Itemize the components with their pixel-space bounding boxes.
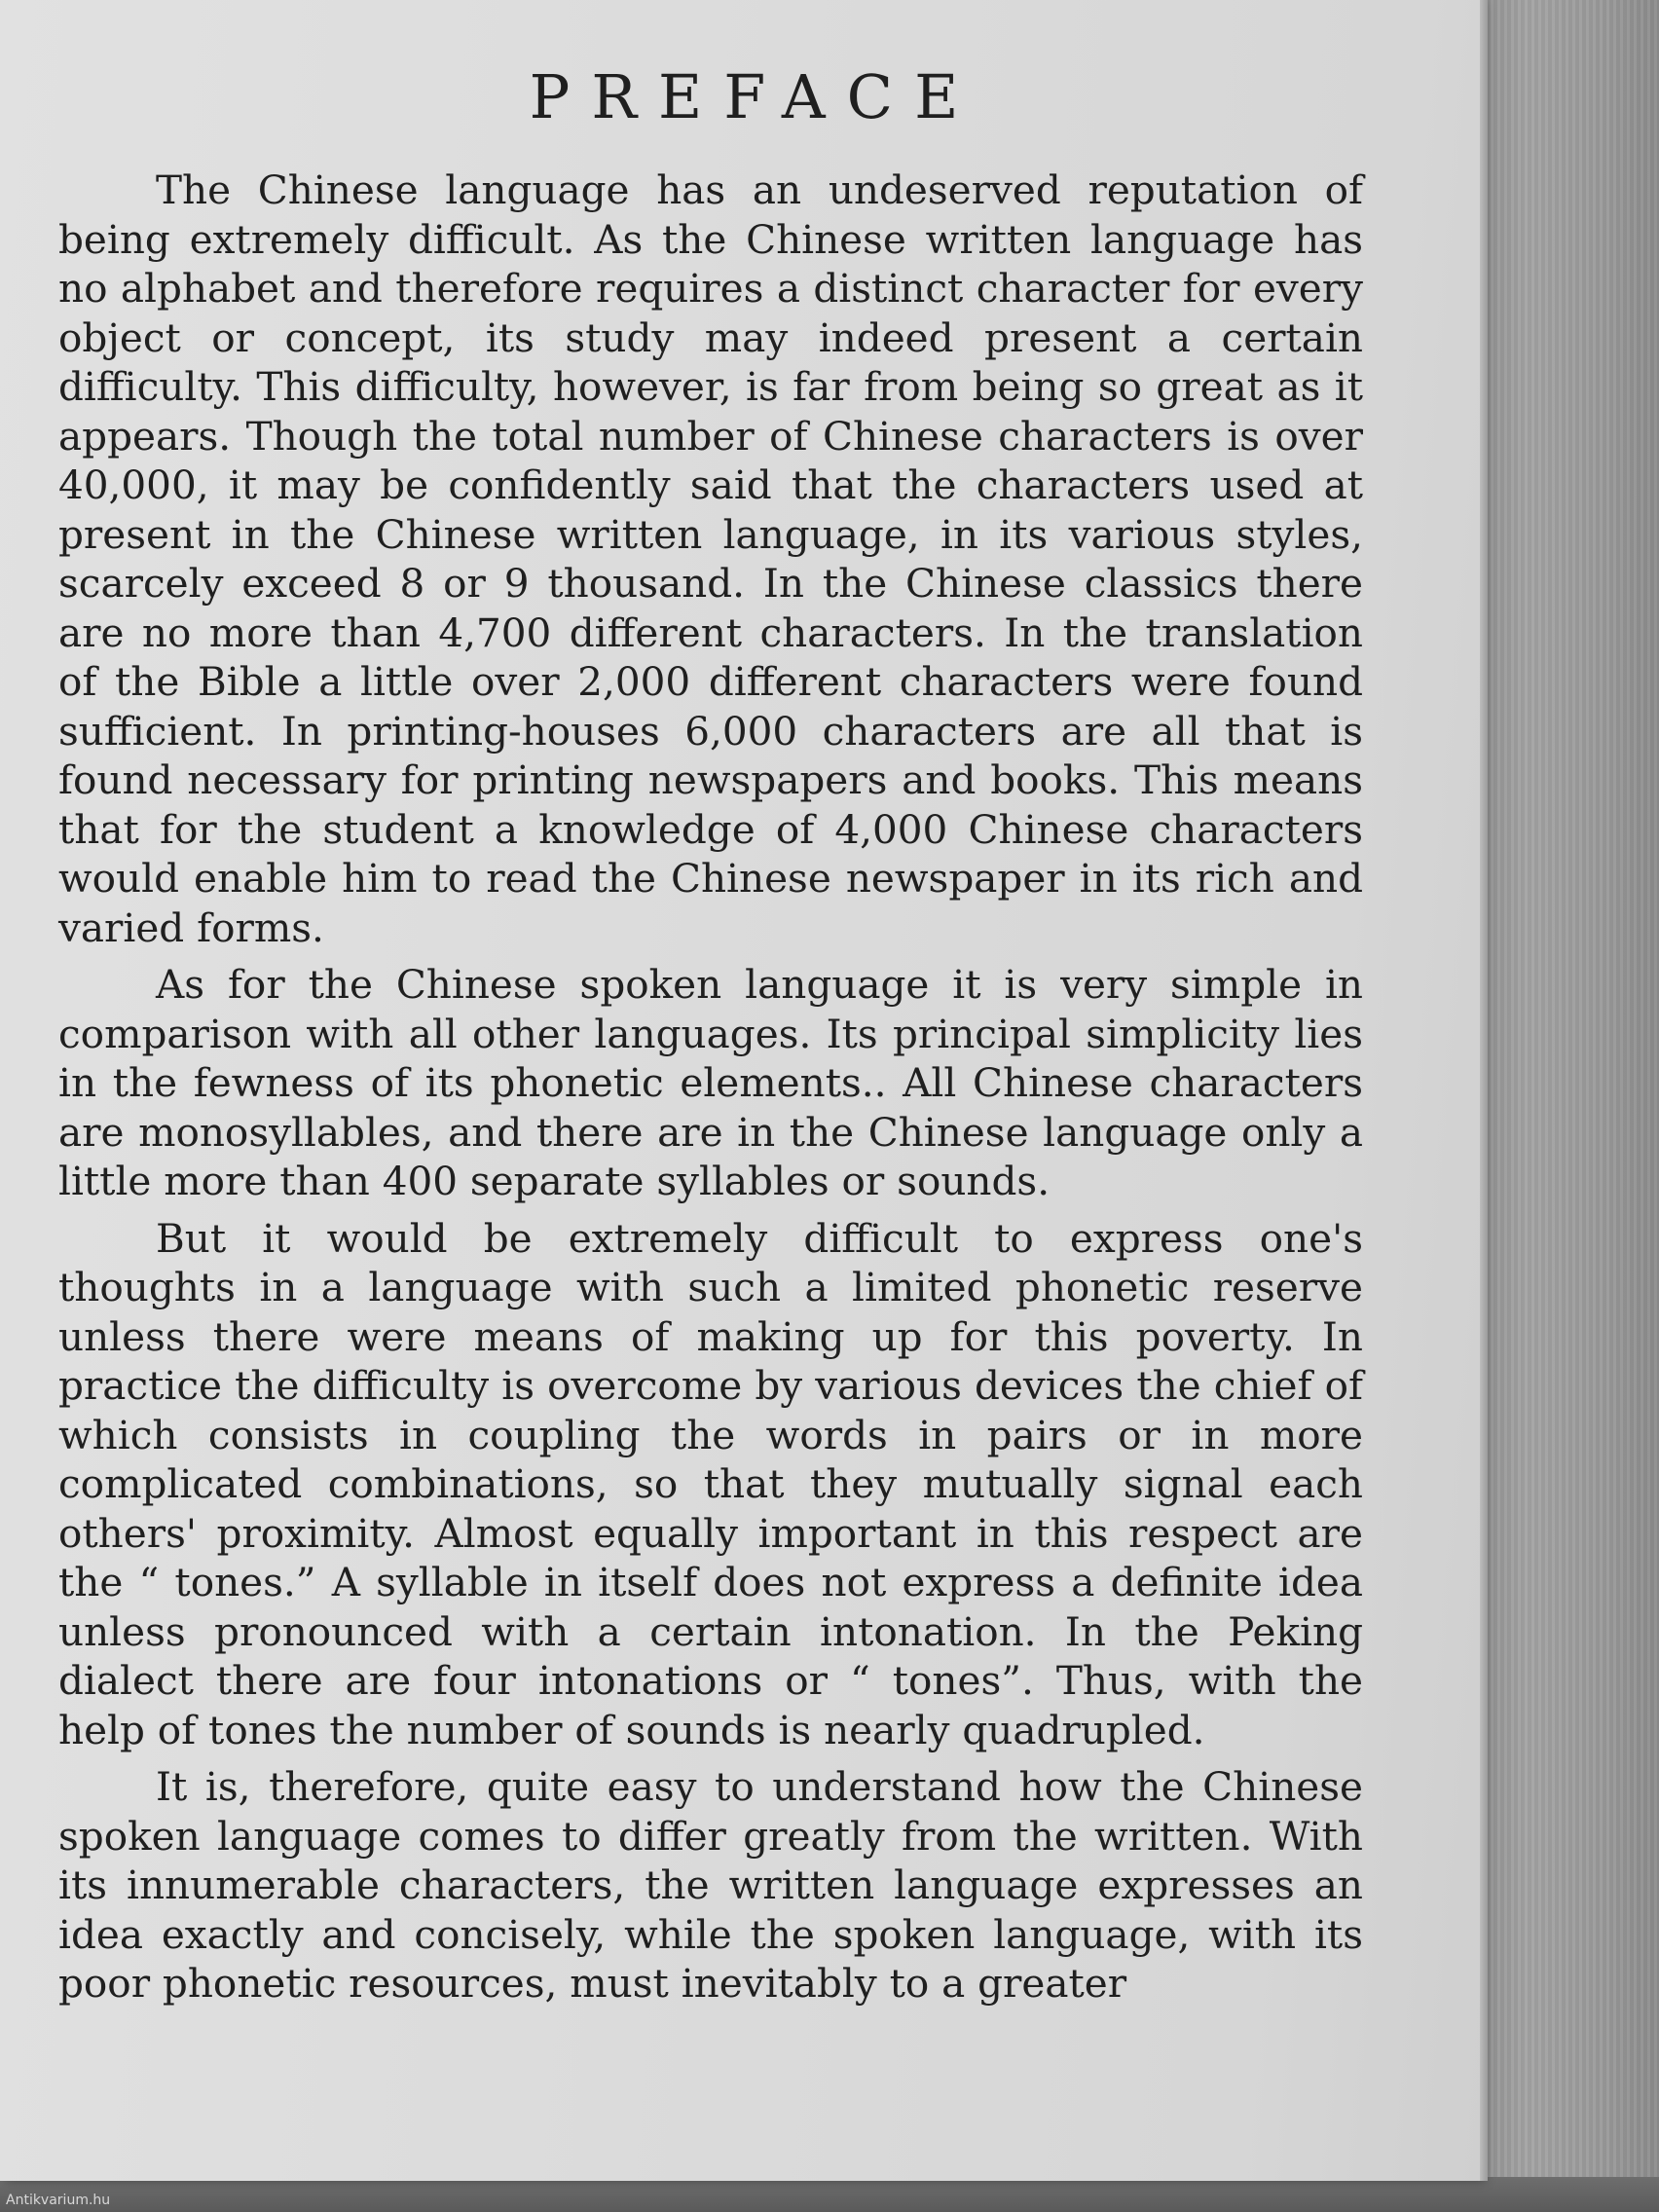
bottom-shadow-strip — [0, 2177, 1659, 2212]
page-content — [58, 58, 1363, 2016]
page-title: PREFACE — [529, 61, 980, 132]
page-edge — [1480, 0, 1488, 2181]
watermark-text: Antikvarium.hu — [6, 2193, 111, 2208]
background-surface — [1470, 0, 1659, 2212]
paragraph-4: It is, therefore, quite easy to understand how the Chinese spoken language comes to differ greatly from the written. With its innumerable characters, the written language expresses an idea exactly and concisely, while the spoken language, with its poor phonetic resources, must inevitably to a greater — [58, 1763, 1363, 2007]
paragraph-3: But it would be extremely difficult to express one's thoughts in a language with such a limited phonetic reserve unless there were means of making up for this poverty. In practice the difficulty is overcome by various devices the chief of which consists in coupling the words in pairs or in more complicated combinations, so that they mutually signal each others' proximity. Almost equally important in this respect are the “ tones.” A syllable in itself does not express a definite idea unless pronounced with a certain intonation. In the Peking dialect there are four intonations or “ tones”. Thus, with the help of tones the number of sounds is nearly quadrupled. — [58, 1214, 1363, 1753]
paragraph-1: The Chinese language has an undeserved reputation of being extremely difficult. As the Chinese written language has no alphabet and therefore requires a distinct character for every object or concept, its study may indeed present a certain difficulty. This difficulty, however, is far from being so great as it appears. Though the total number of Chinese characters is over 40,000, it may be confidently said that the characters used at present in the Chinese written language, in its various styles, scarcely exceed 8 or 9 thousand. In the Chinese classics there are no more than 4,700 different characters. In the translation of the Bible a little over 2,000 different characters were found sufficient. In printing-houses 6,000 characters are all that is found necessary for printing newspapers and books. This means that for the student a knowledge of 4,000 Chinese characters would enable him to read the Chinese newspaper in its rich and varied forms. — [58, 166, 1363, 951]
paragraph-2: As for the Chinese spoken language it is very simple in comparison with all other languages. Its principal simplicity lies in the fewness of its phonetic elements.. All Chinese characters are monosyllables, and there are in the Chinese language only a little more than 400 separate syllables or sounds. — [58, 961, 1363, 1204]
